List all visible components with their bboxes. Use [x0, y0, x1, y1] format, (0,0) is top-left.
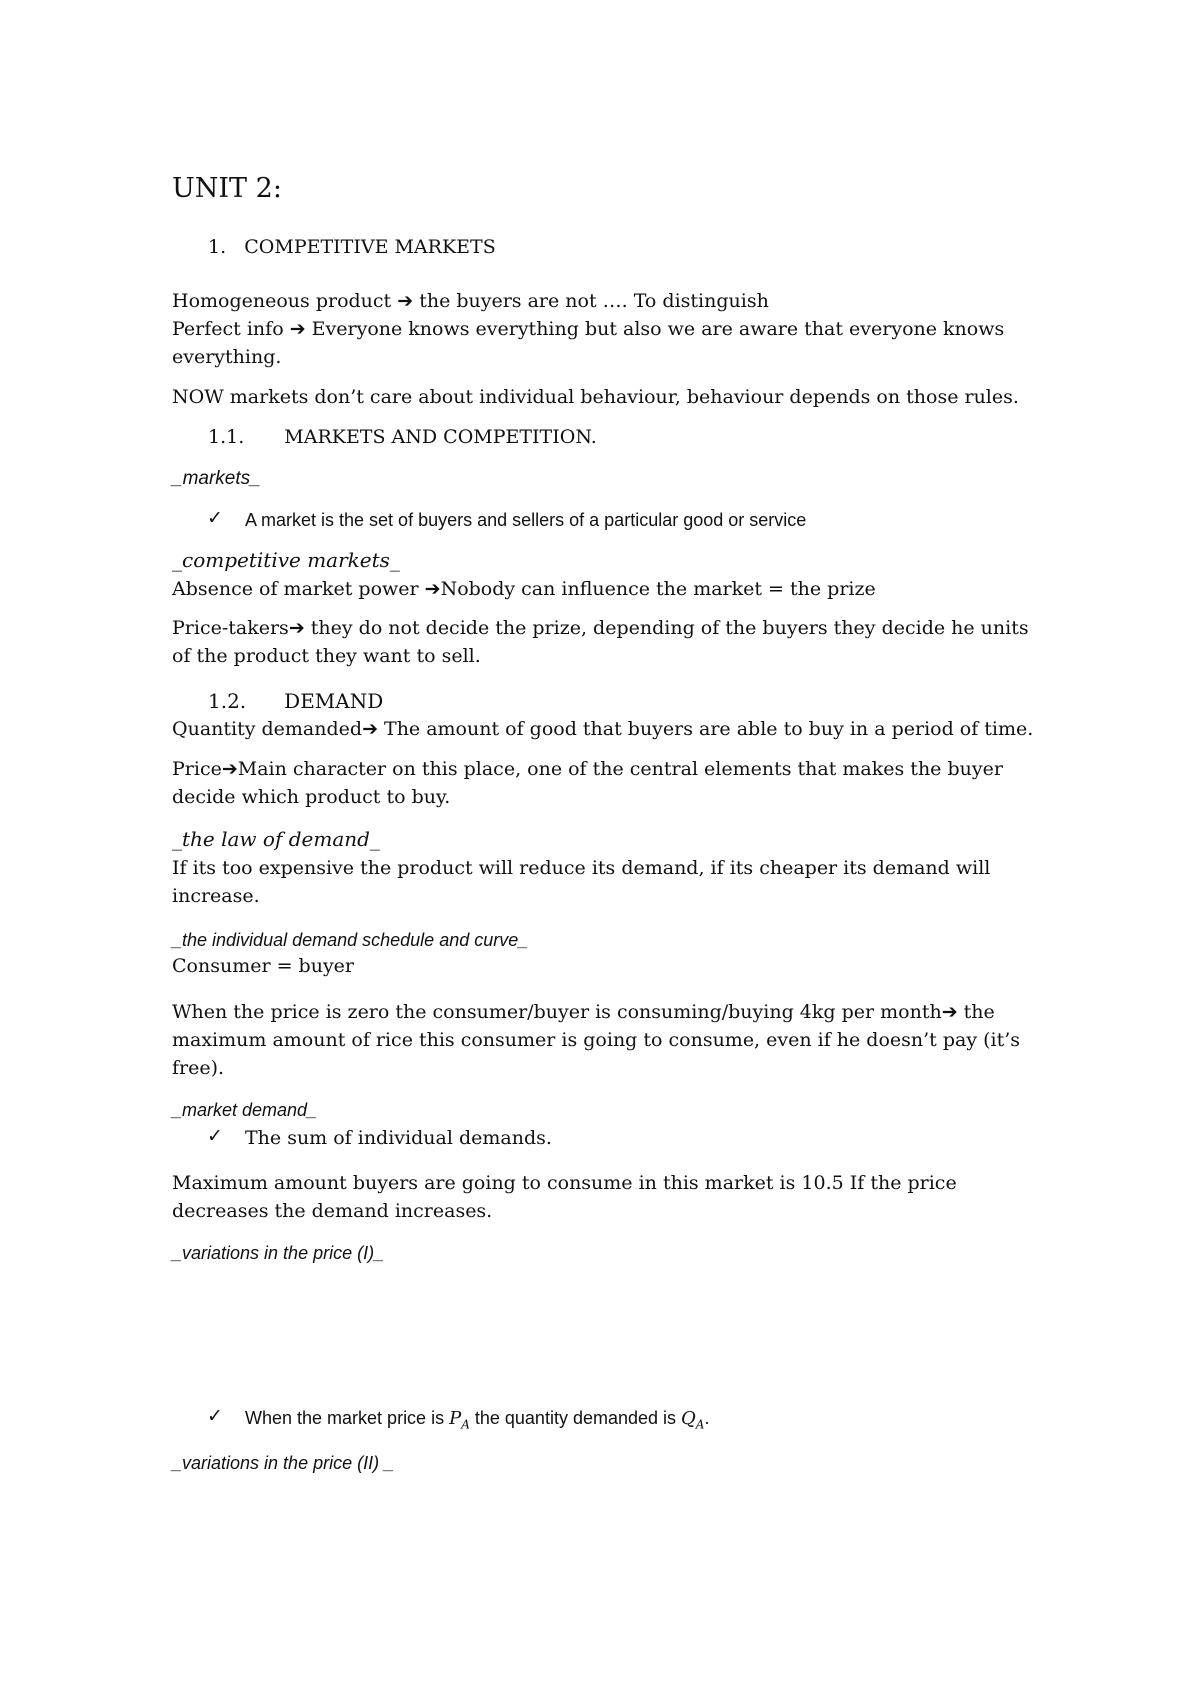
text-line: [172, 757, 1003, 781]
bullet-text: [245, 1406, 709, 1437]
quantity-symbol: [681, 1408, 705, 1432]
section-1-2-heading: [208, 689, 383, 713]
bullet-text: The sum of individual demands.: [245, 1127, 552, 1149]
text-line: Consumer = buyer: [172, 955, 355, 977]
text-line: decreases the demand increases.: [172, 1200, 493, 1222]
text-run: Nobody can influence the market = the prize: [440, 578, 876, 600]
checkmark-icon: ✓: [207, 507, 223, 529]
text-line: [172, 1000, 995, 1024]
arrow-icon: ➔: [221, 758, 238, 780]
text-run: Main character on this place, one of the central elements that makes the buyer: [237, 758, 1003, 780]
text-line: If its too expensive the product will reduce its demand, if its cheaper its demand will: [172, 857, 991, 879]
text-run: the quantity demanded is: [469, 1408, 682, 1428]
text-line: [172, 317, 1004, 341]
text-line: decide which product to buy.: [172, 786, 451, 808]
checkmark-icon: ✓: [207, 1405, 223, 1427]
text-line: increase.: [172, 885, 260, 907]
subscript: A: [461, 1417, 470, 1432]
text-run: Q: [681, 1408, 696, 1429]
subheading: _markets_: [172, 468, 261, 489]
section-1-1-heading: [208, 425, 597, 449]
subscript: A: [695, 1417, 705, 1432]
text-line: [172, 616, 1029, 640]
text-run: Quantity demanded: [172, 718, 363, 740]
arrow-icon: ➔: [289, 318, 306, 340]
text-line: NOW markets don’t care about individual behaviour, behaviour depends on those rules.: [172, 386, 1019, 408]
text-line: of the product they want to sell.: [172, 645, 481, 667]
arrow-icon: ➔: [424, 578, 441, 600]
checkmark-icon: ✓: [207, 1125, 223, 1147]
text-run: Price-takers: [172, 617, 289, 639]
text-run: When the market price is: [245, 1408, 450, 1428]
text-run: When the price is zero the consumer/buyer is consuming/buying 4kg per month: [172, 1001, 942, 1023]
bullet-text: A market is the set of buyers and sellers of a particular good or service: [245, 510, 807, 530]
text-line: [172, 577, 876, 601]
text-run: The amount of good that buyers are able to buy in a period of time.: [377, 718, 1034, 740]
price-symbol: [449, 1408, 470, 1432]
subheading: _variations in the price (II) _: [172, 1453, 395, 1473]
text-run: the: [957, 1001, 995, 1023]
text-run: Everyone knows everything but also we are aware that everyone knows: [305, 318, 1005, 340]
section-title: MARKETS AND COMPETITION.: [284, 426, 597, 448]
section-title: DEMAND: [284, 689, 384, 713]
subheading: _market demand_: [172, 1100, 318, 1120]
text-line: Maximum amount buyers are going to consume in this market is 10.5 If the price: [172, 1172, 957, 1194]
subheading: _the individual demand schedule and curve_: [172, 930, 529, 950]
text-line: everything.: [172, 346, 282, 368]
section-number: 1.: [208, 236, 227, 258]
text-line: [172, 289, 769, 313]
section-title: COMPETITIVE MARKETS: [244, 236, 496, 258]
text-run: Perfect info: [172, 318, 284, 340]
text-run: they do not decide the prize, depending of the buyers they decide he units: [304, 617, 1029, 639]
text-line: free).: [172, 1057, 225, 1079]
text-run: Price: [172, 758, 222, 780]
arrow-icon: ➔: [397, 290, 414, 312]
arrow-icon: ➔: [941, 1001, 958, 1023]
subheading: _variations in the price (I)_: [172, 1243, 385, 1263]
text-run: Homogeneous product: [172, 290, 392, 312]
text-run: P: [449, 1408, 462, 1429]
subheading: _competitive markets_: [172, 548, 400, 572]
section-number: 1.1.: [208, 426, 245, 448]
subheading: _the law of demand_: [172, 827, 380, 851]
text-line: [172, 717, 1033, 741]
arrow-icon: ➔: [362, 718, 378, 740]
doc-title: UNIT 2:: [172, 173, 282, 204]
section-1-heading: [208, 235, 496, 259]
text-run: Absence of market power: [172, 578, 425, 600]
section-number: 1.2.: [208, 689, 247, 713]
text-line: maximum amount of rice this consumer is going to consume, even if he doesn’t pay (it’s: [172, 1029, 1021, 1051]
text-run: .: [704, 1408, 710, 1428]
arrow-icon: ➔: [288, 617, 305, 639]
text-run: the buyers are not …. To distinguish: [413, 290, 769, 312]
